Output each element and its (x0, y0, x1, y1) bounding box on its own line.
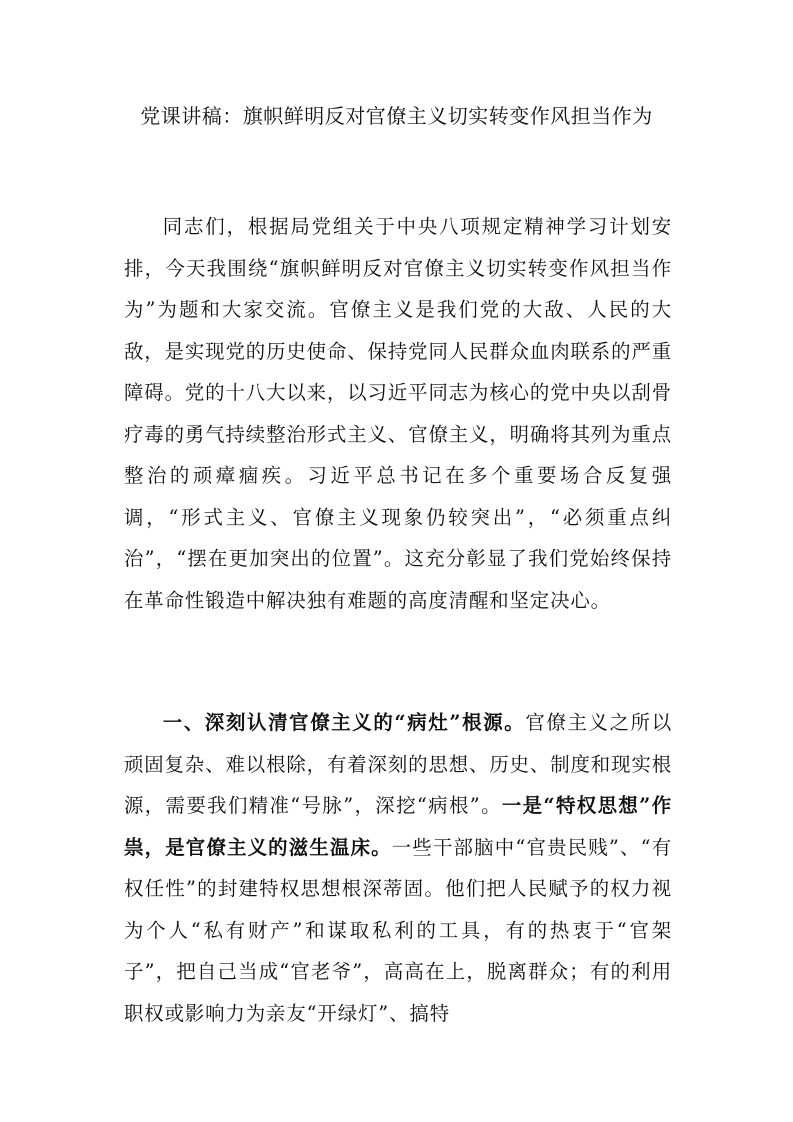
paragraph-section-one (124, 702, 672, 1034)
section-subheading: 一是“特权思想”作祟，是官僚主义的滋生温床。 (124, 794, 672, 859)
section-heading: 一、深刻认清官僚主义的“病灶”根源。 (162, 711, 526, 734)
document-title: 党课讲稿：旗帜鲜明反对官僚主义切实转变作风担当作为 (140, 104, 653, 128)
section-text-a: 官僚主义之所以顽固复杂、难以根除，有着深刻的思想、历史、制度和现实根源，需要我们精准“号脉”，深挖“病根”。 (124, 711, 672, 817)
paragraph-intro: 同志们，根据局党组关于中央八项规定精神学习计划安排，今天我围绕“旗帜鲜明反对官僚主义切实转变作风担当作为”为题和大家交流。官僚主义是我们党的大敌、人民的大敌，是实现党的历史使命、保持党同人民群众血肉联系的严重障碍。党的十八大以来，以习近平同志为核心的党中央以刮骨疗毒的勇气持续整治形式主义、官僚主义，明确将其列为重点整治的顽瘴痼疾。习近平总书记在多个重要场合反复强调，“形式主义、官僚主义现象仍较突出”，“必须重点纠治”，“摆在更加突出的位置”。这充分彰显了我们党始终保持在革命性锻造中解决独有难题的高度清醒和坚定决心。 (124, 215, 672, 612)
section-text-b: 一些干部脑中“官贵民贱”、“有权任性”的封建特权思想根深蒂固。他们把人民赋予的权力视为个人“私有财产”和谋取私利的工具，有的热衷于“官架子”，把自己当成“官老爷”，高高在上，脱离群众；有的利用职权或影响力为亲友“开绿灯”、搞特 (124, 835, 672, 1025)
